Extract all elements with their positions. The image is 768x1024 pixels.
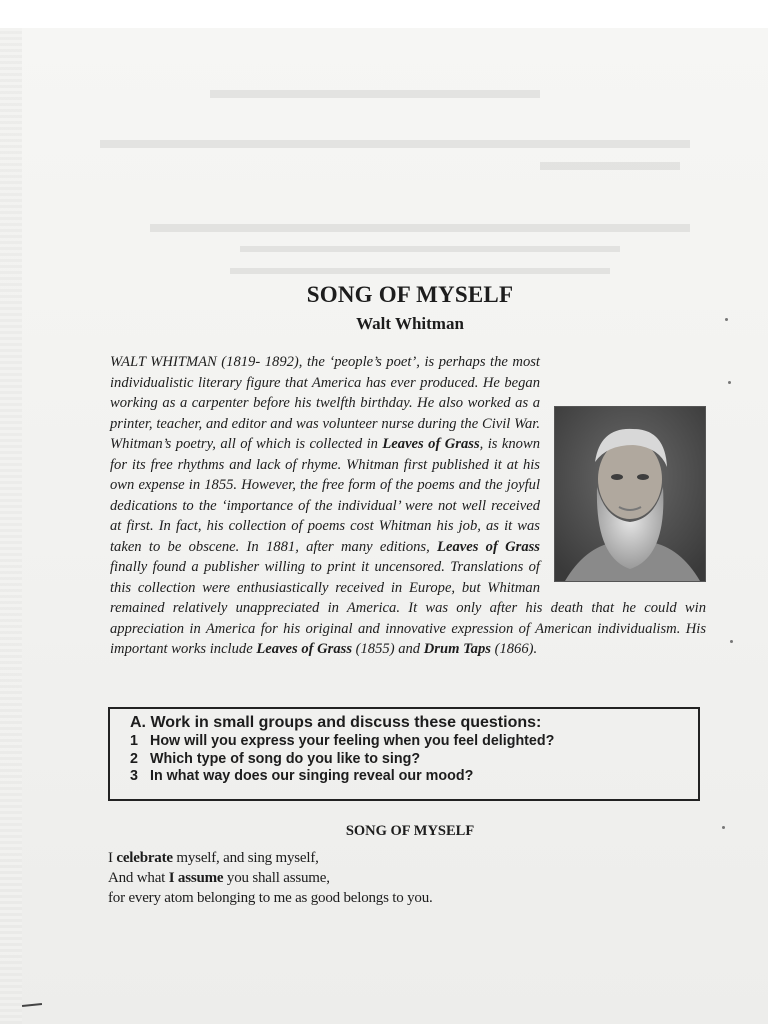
scan-top-margin bbox=[0, 0, 768, 28]
book-title: Leaves of Grass bbox=[256, 641, 352, 657]
poem-line: And what I assume you shall assume, bbox=[108, 870, 330, 886]
author-biography: WALT WHITMAN (1819- 1892), the ‘people’s poet’, is perhaps the most individualistic literary figure that America has ever produced. He began working as a carpenter before his twelfth birthday. He also worked as a printer, teacher, and editor and was volunteer nurse during the Civil War. Whitman’s poetry, all of which is collected in Leaves of Grass, is known for its free rhythms and lack of rhyme. Whitman first published it at his own expense in 1855. However, the free form of the poems and the joyful dedications to the ‘importance of the individual’ were not well received at first. In fact, his collection of poems cost Whitman his job, as it was taken to be obscene. In 1881, after many editions, Leaves of Grass finally found a publisher willing to print it uncensored. Translations of this collection were enthusiastically received in Europe, but Whitman remained relatively unappreciated in America. It was only after his death that he could win appreciation in America for his original and innovative expression of American individualism. His important works include Leaves of Grass (1855) and Drum Taps (1866). bbox=[110, 354, 706, 657]
bleed-through-mark bbox=[230, 268, 610, 274]
question-item bbox=[130, 733, 698, 751]
portrait-photo-icon bbox=[554, 406, 706, 582]
poem-title: SONG OF MYSELF bbox=[345, 823, 475, 839]
questions-heading: A. Work in small groups and discuss these questions: bbox=[130, 714, 542, 731]
question-text: In what way does our singing reveal our mood? bbox=[150, 768, 474, 785]
question-text: How will you express your feeling when you feel delighted? bbox=[150, 733, 555, 749]
question-number: 2 bbox=[130, 750, 138, 767]
page-title: SONG OF MYSELF bbox=[306, 282, 514, 307]
bleed-through-mark bbox=[210, 90, 540, 98]
bleed-through-mark bbox=[100, 140, 690, 148]
book-title: Drum Taps bbox=[423, 641, 491, 657]
question-number: 1 bbox=[130, 733, 138, 749]
bleed-through-mark bbox=[240, 246, 620, 252]
scan-speck bbox=[728, 381, 731, 384]
discussion-questions-box bbox=[108, 707, 700, 801]
bleed-through-mark bbox=[540, 162, 680, 170]
poem-line: for every atom belonging to me as good belongs to you. bbox=[108, 890, 433, 906]
scan-speck bbox=[722, 826, 725, 829]
book-title: Leaves of Grass bbox=[382, 436, 480, 452]
scan-left-edge bbox=[0, 28, 22, 1024]
scan-speck bbox=[725, 318, 728, 321]
book-title: Leaves of Grass bbox=[437, 538, 540, 555]
question-number: 3 bbox=[130, 768, 138, 785]
author-name: Walt Whitman bbox=[356, 314, 464, 333]
question-item bbox=[130, 768, 698, 786]
poem-text bbox=[108, 848, 433, 908]
question-text: Which type of song do you like to sing? bbox=[150, 750, 421, 767]
scan-speck bbox=[730, 640, 733, 643]
bleed-through-mark bbox=[150, 224, 690, 232]
poem-line: I celebrate myself, and sing myself, bbox=[108, 850, 319, 866]
question-item bbox=[130, 751, 698, 769]
scan-mark bbox=[22, 1003, 42, 1007]
